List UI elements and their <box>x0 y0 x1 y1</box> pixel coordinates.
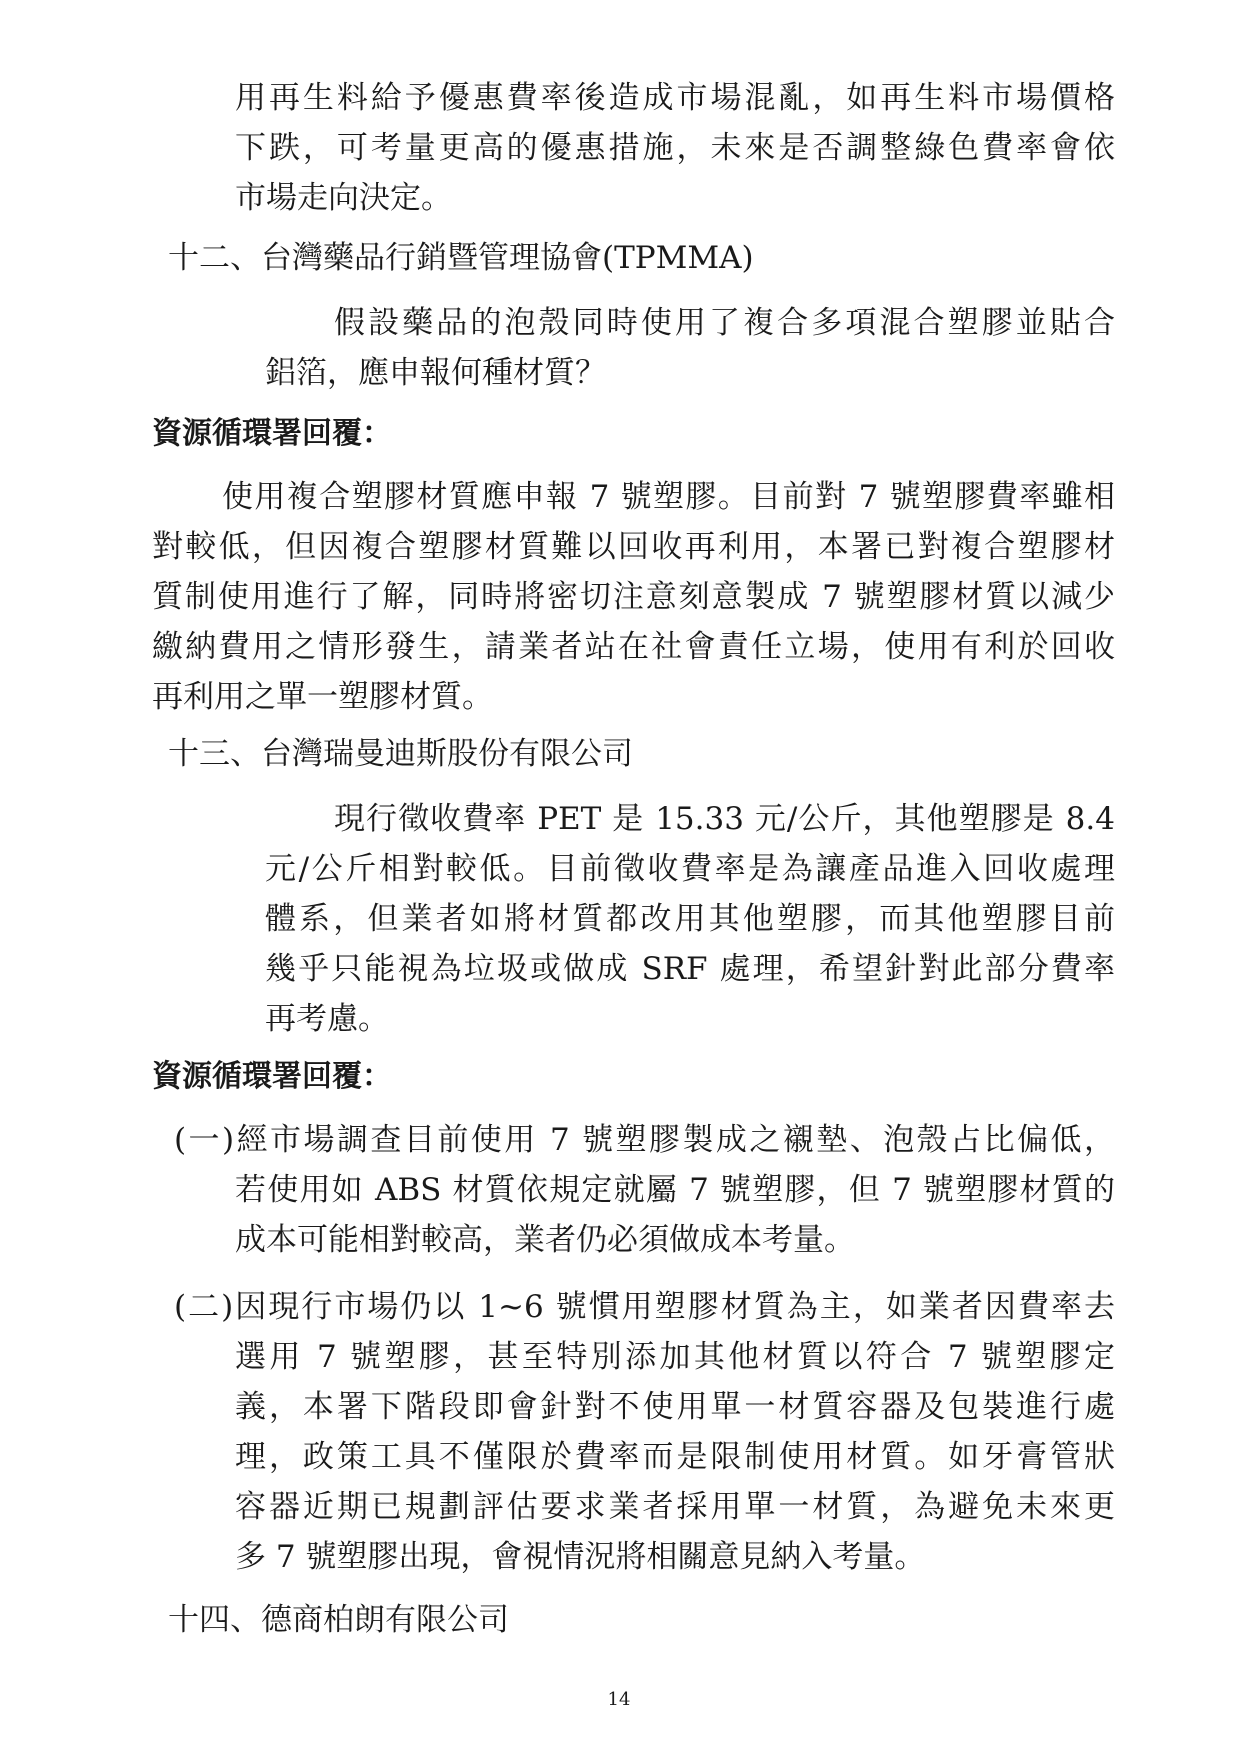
page-number: 14 <box>607 1689 631 1710</box>
list-item-line: (一)經市場調查目前使用 7 號塑膠製成之襯墊、泡殼占比偏低， <box>174 1122 1115 1158</box>
reply-heading: 資源循環署回覆： <box>152 416 392 451</box>
list-item-line: (二)因現行市場仍以 1~6 號慣用塑膠材質為主，如業者因費率去 <box>174 1289 1115 1325</box>
answer-line: 對較低，但因複合塑膠材質難以回收再利用，本署已對複合塑膠材 <box>152 529 1115 565</box>
question-line: 鋁箔，應申報何種材質？ <box>265 355 606 391</box>
list-item-line: 義，本署下階段即會針對不使用單一材質容器及包裝進行處 <box>235 1389 1115 1425</box>
list-item-line: 若使用如 ABS 材質依規定就屬 7 號塑膠，但 7 號塑膠材質的 <box>235 1172 1115 1208</box>
list-item-line: 多 7 號塑膠出現，會視情況將相關意見納入考量。 <box>235 1539 926 1575</box>
question-line: 幾乎只能視為垃圾或做成 SRF 處理，希望針對此部分費率 <box>265 951 1115 987</box>
answer-line: 繳納費用之情形發生，請業者站在社會責任立場，使用有利於回收 <box>152 629 1115 665</box>
paragraph-line: 市場走向決定。 <box>235 180 452 216</box>
answer-line: 使用複合塑膠材質應申報 7 號塑膠。目前對 7 號塑膠費率雖相 <box>222 479 1115 515</box>
question-line: 體系，但業者如將材質都改用其他塑膠，而其他塑膠目前 <box>265 901 1115 937</box>
paragraph-line: 用再生料給予優惠費率後造成市場混亂，如再生料市場價格 <box>235 80 1115 116</box>
list-item-line: 選用 7 號塑膠，甚至特別添加其他材質以符合 7 號塑膠定 <box>235 1339 1115 1375</box>
list-item-line: 理，政策工具不僅限於費率而是限制使用材質。如牙膏管狀 <box>235 1439 1115 1475</box>
question-line: 假設藥品的泡殼同時使用了複合多項混合塑膠並貼合 <box>334 305 1115 341</box>
question-line: 現行徵收費率 PET 是 15.33 元/公斤，其他塑膠是 8.4 <box>334 801 1115 837</box>
answer-line: 再利用之單一塑膠材質。 <box>152 679 493 715</box>
section-heading-14: 十四、德商柏朗有限公司 <box>168 1602 509 1638</box>
question-line: 再考慮。 <box>265 1001 389 1037</box>
section-heading-13: 十三、台灣瑞曼迪斯股份有限公司 <box>168 736 633 772</box>
question-line: 元/公斤相對較低。目前徵收費率是為讓產品進入回收處理 <box>265 851 1115 887</box>
section-heading-12: 十二、台灣藥品行銷暨管理協會(TPMMA) <box>168 240 754 276</box>
reply-heading: 資源循環署回覆： <box>152 1059 392 1094</box>
list-item-line: 容器近期已規劃評估要求業者採用單一材質，為避免未來更 <box>235 1489 1115 1525</box>
paragraph-line: 下跌，可考量更高的優惠措施，未來是否調整綠色費率會依 <box>235 130 1115 166</box>
list-item-line: 成本可能相對較高，業者仍必須做成本考量。 <box>235 1222 855 1258</box>
answer-line: 質制使用進行了解，同時將密切注意刻意製成 7 號塑膠材質以減少 <box>152 579 1115 615</box>
